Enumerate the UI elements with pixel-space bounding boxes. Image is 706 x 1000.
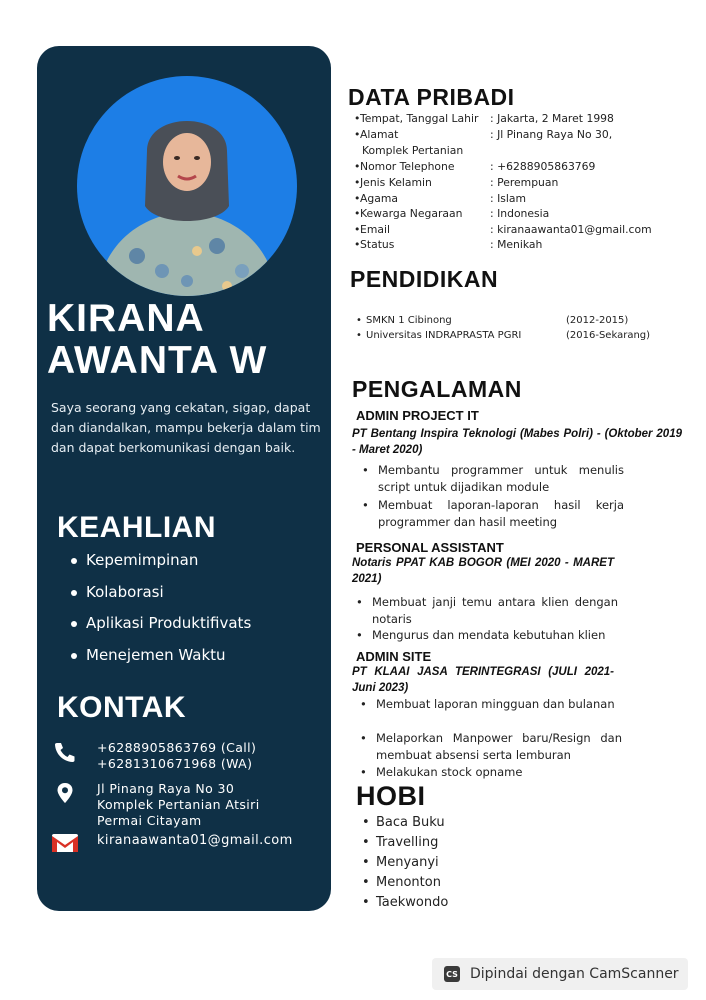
- skill-item: Kepemimpinan: [71, 551, 251, 583]
- personal-row: • Tempat, Tanggal Lahir : Jakarta, 2 Maret 1998: [354, 112, 614, 125]
- address-continuation: Komplek Pertanian: [362, 144, 464, 157]
- skills-list: [71, 551, 251, 677]
- address-line-1: Jl Pinang Raya No 30: [97, 781, 235, 796]
- contact-phone: [51, 740, 256, 772]
- experience-heading: PENGALAMAN: [352, 376, 522, 402]
- hobbies-list: [362, 815, 448, 915]
- education-heading: PENDIDIKAN: [350, 266, 499, 292]
- sidebar: [37, 46, 331, 911]
- hobby-item: • Travelling: [362, 835, 439, 850]
- contact-address: [51, 781, 260, 829]
- hobby-item: • Menonton: [362, 875, 441, 890]
- hobby-item: • Menyanyi: [362, 855, 439, 870]
- education-row: • Universitas INDRAPRASTA PGRI (2016-Sekarang): [356, 330, 651, 341]
- contact-email: [51, 831, 293, 855]
- profile-summary: Saya seorang yang cekatan, sigap, dapat dan diandalkan, mampu bekerja dalam tim dan dapat berkomunikasi dengan baik.: [51, 400, 321, 455]
- skill-item: Kolaborasi: [71, 583, 251, 615]
- job-duty: • Mengurus dan mendata kebutuhan klien: [356, 628, 606, 642]
- skill-item: Menejemen Waktu: [71, 646, 251, 678]
- personal-row: • Kewarga Negaraan : Indonesia: [354, 207, 550, 220]
- personal-data-heading: DATA PRIBADI: [348, 84, 515, 110]
- person-illustration-icon: [77, 76, 297, 296]
- job-duty: • Melakukan stock opname: [360, 765, 523, 779]
- job-role: PERSONAL ASSISTANT: [356, 540, 504, 555]
- address-line-3: Permai Citayam: [97, 813, 202, 828]
- phone-wa: +6281310671968 (WA): [97, 756, 253, 771]
- personal-row: • Email : kiranaawanta01@gmail.com: [354, 223, 652, 236]
- job-duty: • Membuat laporan mingguan dan bulanan: [360, 697, 615, 711]
- job-duty: • Melaporkan Manpower baru/Resign dan membuat absensi serta lemburan: [360, 731, 622, 762]
- job-company: PT KLAAI JASA TERINTEGRASI (JULI 2021- Juni 2023): [352, 666, 614, 694]
- phone-call: +6288905863769 (Call): [97, 740, 257, 755]
- phone-icon: [51, 740, 79, 764]
- job-duty: • Membuat laporan-laporan hasil kerja programmer dan hasil meeting: [362, 498, 624, 529]
- job-company: Notaris PPAT KAB BOGOR (MEI 2020 - MARET 2021): [352, 557, 614, 585]
- watermark-text: Dipindai dengan CamScanner: [470, 966, 679, 982]
- name-line-1: KIRANA: [47, 297, 205, 340]
- camscanner-logo-icon: CS: [444, 966, 460, 982]
- hobby-item: • Baca Buku: [362, 815, 445, 830]
- location-pin-icon: [51, 781, 79, 805]
- job-duty: • Membuat janji temu antara klien dengan notaris: [356, 595, 618, 626]
- candidate-name: [47, 298, 267, 382]
- personal-row: • Status : Menikah: [354, 238, 543, 251]
- email-address: kiranaawanta01@gmail.com: [97, 833, 293, 848]
- hobby-item: • Taekwondo: [362, 895, 449, 910]
- personal-row: • Jenis Kelamin : Perempuan: [354, 176, 559, 189]
- personal-row: • Nomor Telephone : +6288905863769: [354, 160, 596, 173]
- hobbies-heading: HOBI: [356, 781, 426, 811]
- profile-photo: [77, 76, 297, 296]
- education-row: • SMKN 1 Cibinong (2012-2015): [356, 315, 629, 326]
- job-company: PT Bentang Inspira Teknologi (Mabes Polri) - (Oktober 2019 - Maret 2020): [352, 428, 682, 456]
- personal-row: • Agama : Islam: [354, 192, 527, 205]
- skill-item: Aplikasi Produktifivats: [71, 614, 251, 646]
- skills-heading: KEAHLIAN: [57, 511, 216, 544]
- address-line-2: Komplek Pertanian Atsiri: [97, 797, 260, 812]
- gmail-icon: [51, 831, 79, 855]
- job-role: ADMIN PROJECT IT: [356, 408, 479, 423]
- camscanner-watermark: [432, 958, 688, 990]
- personal-row: • Alamat : Jl Pinang Raya No 30,: [354, 128, 613, 141]
- name-line-2: AWANTA W: [47, 339, 268, 382]
- job-duty: • Membantu programmer untuk menulis script untuk dijadikan module: [362, 463, 624, 494]
- contact-heading: KONTAK: [57, 691, 187, 724]
- job-role: ADMIN SITE: [356, 649, 432, 664]
